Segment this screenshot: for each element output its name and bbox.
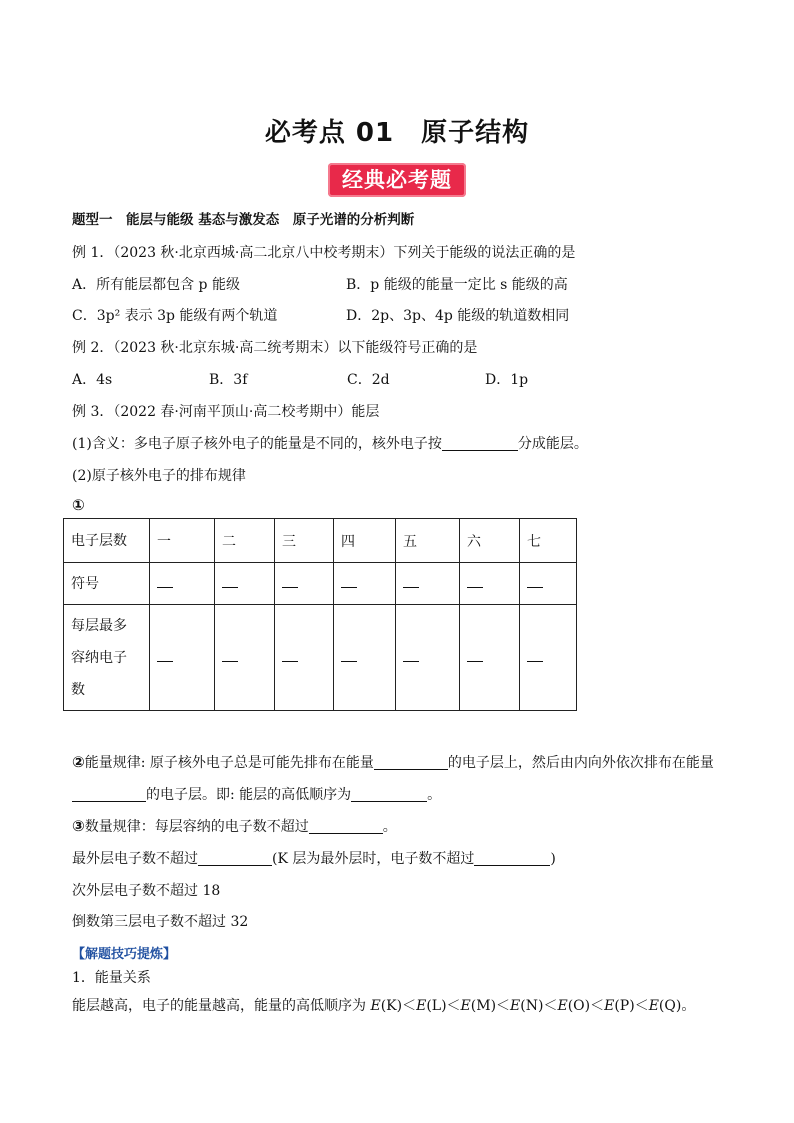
energy-order-end: 。 [681,998,696,1014]
capacity-label-line-2: 容纳电子 [71,649,127,666]
energy-rule-text-c: 的电子层。即: 能层的高低顺序为 [146,787,352,803]
example-1-stem: 例 1．（2023 秋·北京西城·高二北京八中校考期末）下列关于能级的说法正确的是 [72,245,576,261]
example-2-option-c: C．2d [347,372,390,388]
layer-cell-7: 七 [520,519,577,563]
outer-rule-text-a: 最外层电子数不超过 [72,851,198,867]
q1-answer-blank[interactable] [442,436,518,451]
circled-one-marker: ① [72,496,85,514]
capacity-blank-3[interactable] [275,605,334,711]
electron-shell-table [63,518,577,711]
layer-cell-2: 二 [215,519,275,563]
table-header-label: 电子层数 [64,519,150,563]
capacity-blank-2[interactable] [215,605,275,711]
less-than-sign: ＜ [496,998,511,1014]
layer-cell-5: 五 [396,519,460,563]
capacity-blank-6[interactable] [460,605,520,711]
energy-order-prefix: 能层越高，电子的能量越高，能量的高低顺序为 [72,998,371,1014]
classic-exam-badge: 经典必考题 [328,163,466,197]
q1-text-before: (1)含义：多电子原子核外电子的能量是不同的，核外电子按 [72,436,442,452]
less-than-sign: ＜ [634,998,649,1014]
symbol-blank-7[interactable] [520,563,577,605]
shell-letter: (P) [614,998,635,1014]
example-1-option-d: D．2p、3p、4p 能级的轨道数相同 [346,308,570,324]
page-title: 必考点 01 原子结构 [264,118,530,148]
example-2-option-d: D．1p [485,372,529,388]
shell-letter: (M) [470,998,497,1014]
layer-cell-4: 四 [334,519,396,563]
capacity-blank-4[interactable] [334,605,396,711]
energy-rule-text-a: 能量规律: 原子核外电子总是可能先排布在能量 [84,755,374,771]
energy-symbol: E [604,998,615,1014]
energy-order-blank[interactable] [351,787,427,802]
shell-letter: (N) [520,998,544,1014]
example-2-stem: 例 2．（2023 秋·北京东城·高二统考期末）以下能级符号正确的是 [72,340,478,356]
example-1-option-a: A．所有能层都包含 p 能级 [72,277,240,293]
outer-rule-text-b: (K 层为最外层时，电子数不超过 [272,851,475,867]
quantity-rule [72,816,397,836]
layer-cell-1: 一 [150,519,215,563]
shell-letter: (K) [380,998,403,1014]
table-header-row [64,519,577,563]
less-than-sign: ＜ [590,998,605,1014]
capacity-blank-5[interactable] [396,605,460,711]
table-capacity-row [64,605,577,711]
example-1-option-c: C．3p² 表示 3p 能级有两个轨道 [72,308,278,324]
energy-symbol: E [557,998,568,1014]
third-last-rule: 倒数第三层电子数不超过 32 [72,914,249,930]
energy-order-line [72,995,695,1015]
symbol-row-label: 符号 [64,563,150,605]
outer-blank[interactable] [198,851,272,866]
capacity-row-label [64,605,150,711]
outer-shell-rule [72,848,556,868]
shell-letter: (Q) [658,998,682,1014]
less-than-sign: ＜ [543,998,558,1014]
layer-cell-6: 六 [460,519,520,563]
example-2-option-a: A．4s [72,372,113,388]
capacity-label-line-1: 每层最多 [71,617,127,634]
tips-title: 【解题技巧提炼】 [72,947,177,962]
energy-blank-2[interactable] [72,787,146,802]
symbol-blank-3[interactable] [275,563,334,605]
tips-item-1: 1．能量关系 [72,970,151,986]
example-1-option-b: B．p 能级的能量一定比 s 能级的高 [346,277,568,293]
outer-rule-end: ) [550,851,556,867]
shell-letter: (O) [567,998,591,1014]
example-3-q1 [72,433,588,453]
less-than-sign: ＜ [446,998,461,1014]
symbol-blank-5[interactable] [396,563,460,605]
shell-letter: (L) [426,998,447,1014]
example-3-stem: 例 3．（2022 春·河南平顶山·高二校考期中）能层 [72,404,380,420]
example-3-q2: (2)原子核外电子的排布规律 [72,468,246,484]
k-shell-blank[interactable] [474,851,550,866]
energy-symbol: E [510,998,521,1014]
quantity-blank[interactable] [309,819,383,834]
symbol-blank-1[interactable] [150,563,215,605]
energy-rule-end: 。 [427,787,442,803]
capacity-blank-1[interactable] [150,605,215,711]
symbol-blank-6[interactable] [460,563,520,605]
quantity-rule-text: 数量规律：每层容纳的电子数不超过 [84,819,309,835]
q1-text-after: 分成能层。 [517,436,588,452]
layer-cell-3: 三 [275,519,334,563]
energy-blank-1[interactable] [374,755,448,770]
energy-rule-text-b: 的电子层上，然后由内向外依次排布在能量 [447,755,714,771]
energy-symbol: E [460,998,471,1014]
energy-symbol: E [648,998,659,1014]
section-heading: 题型一 能层与能级 基态与激发态 原子光谱的分析判断 [72,212,415,228]
less-than-sign: ＜ [402,998,417,1014]
energy-rule-line-1 [72,752,714,772]
sub-outer-rule: 次外层电子数不超过 18 [72,883,221,899]
energy-order-sequence [370,998,681,1014]
quantity-rule-end: 。 [382,819,397,835]
energy-symbol: E [416,998,427,1014]
table-symbol-row [64,563,577,605]
circled-two-marker: ② [72,753,85,771]
capacity-blank-7[interactable] [520,605,577,711]
energy-symbol: E [370,998,381,1014]
symbol-blank-4[interactable] [334,563,396,605]
energy-rule-line-2 [72,784,441,804]
symbol-blank-2[interactable] [215,563,275,605]
example-2-option-b: B．3f [209,372,248,388]
circled-three-marker: ③ [72,817,85,835]
capacity-label-line-3: 数 [71,681,85,698]
